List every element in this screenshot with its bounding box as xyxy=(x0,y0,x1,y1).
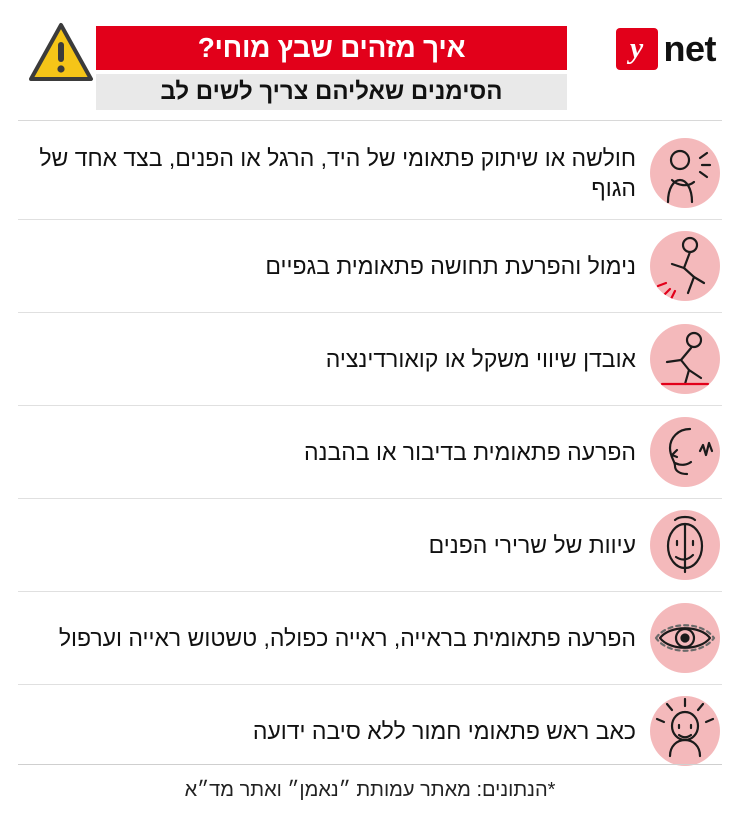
list-item xyxy=(18,127,722,220)
balance-loss-icon xyxy=(650,324,720,394)
header-divider xyxy=(18,120,722,121)
leg-numbness-icon xyxy=(650,231,720,301)
list-item-text: הפרעה פתאומית בדיבור או בהבנה xyxy=(303,438,636,465)
facial-droop-icon xyxy=(650,510,720,580)
list-item-text: כאב ראש פתאומי חמור ללא סיבה ידועה xyxy=(252,717,636,744)
logo-wordmark: net xyxy=(663,28,716,69)
title-bar xyxy=(96,26,567,70)
list-item xyxy=(18,220,722,313)
list-item xyxy=(18,592,722,685)
blurred-vision-icon xyxy=(650,603,720,673)
warning-triangle-icon xyxy=(28,22,94,84)
subtitle-bar xyxy=(96,74,567,110)
source-note: *הנתונים: מאתר עמותת ״נאמן״ ואתר מד״א xyxy=(184,779,556,801)
signs-list xyxy=(18,127,722,777)
page-subtitle: הסימנים שאליהם צריך לשים לב xyxy=(160,78,503,105)
footer-divider xyxy=(18,764,722,765)
arm-weakness-icon xyxy=(650,138,720,208)
logo-letter: y xyxy=(629,31,644,65)
logo-badge xyxy=(616,28,658,70)
list-item xyxy=(18,313,722,406)
list-item xyxy=(18,499,722,592)
ynet-logo[interactable] xyxy=(616,28,717,70)
list-item-text: עיוות של שרירי הפנים xyxy=(428,531,636,558)
speech-difficulty-icon xyxy=(650,417,720,487)
page-title: איך מזהים שבץ מוחי? xyxy=(197,32,466,63)
list-item-text: הפרעה פתאומית בראייה, ראייה כפולה, טשטוש ראייה וערפול xyxy=(58,624,636,651)
header xyxy=(18,0,722,118)
list-item-text: אובדן שיווי משקל או קואורדינציה xyxy=(325,345,636,372)
list-item xyxy=(18,406,722,499)
footer xyxy=(18,764,722,802)
list-item-text: נימול והפרעת תחושה פתאומית בגפיים xyxy=(265,252,636,279)
headache-icon xyxy=(650,696,720,766)
list-item-text: חולשה או שיתוק פתאומי של היד, הרגל או הפנים, בצד אחד של הגוף xyxy=(39,144,636,201)
